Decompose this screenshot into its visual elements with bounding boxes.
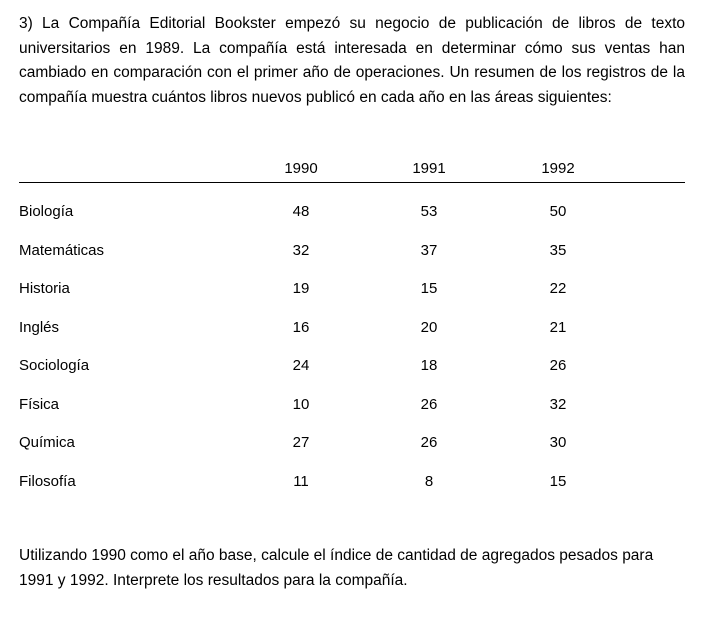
row-label: Física bbox=[19, 395, 60, 413]
row-label: Matemáticas bbox=[19, 241, 105, 259]
cell-1992: 50 bbox=[549, 203, 567, 220]
cell-1992: 30 bbox=[549, 434, 567, 451]
cell-1991: 37 bbox=[420, 241, 438, 259]
row-label: Química bbox=[19, 434, 75, 451]
cell-1992: 21 bbox=[549, 318, 567, 336]
row-label: Inglés bbox=[19, 318, 60, 336]
row-label: Sociología bbox=[19, 357, 90, 374]
column-header-1991: 1991 bbox=[412, 160, 446, 177]
cell-1990: 48 bbox=[292, 203, 310, 220]
table-row-filosofia bbox=[0, 470, 725, 509]
row-label: Historia bbox=[19, 280, 70, 297]
row-label: Biología bbox=[19, 203, 74, 220]
cell-1991: 26 bbox=[420, 395, 438, 413]
table-divider bbox=[19, 182, 685, 183]
problem-statement: 3) La Compañía Editorial Bookster empezó su negocio de publicación de libros de texto universitarios en 1989. La compañía está interesada en determinar cómo sus ventas han cambiado en comparación con el primer año de operaciones. Un resumen de los registros de la compañía muestra cuántos libros nuevos publicó en cada año en las áreas siguientes: bbox=[19, 15, 685, 106]
row-label: Filosofía bbox=[19, 472, 76, 490]
table-body bbox=[0, 200, 725, 508]
cell-1990: 10 bbox=[292, 395, 310, 413]
cell-1991: 18 bbox=[420, 357, 438, 374]
table-row-matematicas bbox=[0, 239, 725, 278]
table-row-historia bbox=[0, 277, 725, 316]
table-row-fisica bbox=[0, 393, 725, 432]
table-row-sociologia bbox=[0, 354, 725, 393]
cell-1990: 32 bbox=[292, 241, 310, 259]
column-header-1990: 1990 bbox=[284, 160, 318, 177]
cell-1992: 22 bbox=[549, 280, 567, 297]
cell-1992: 35 bbox=[549, 241, 567, 259]
cell-1991: 8 bbox=[424, 472, 434, 490]
cell-1992: 15 bbox=[549, 472, 567, 490]
cell-1991: 26 bbox=[420, 434, 438, 451]
table-row-quimica bbox=[0, 431, 725, 470]
cell-1990: 19 bbox=[292, 280, 310, 297]
table-row-biologia bbox=[0, 200, 725, 239]
cell-1990: 11 bbox=[293, 472, 309, 490]
cell-1992: 32 bbox=[549, 395, 567, 413]
cell-1992: 26 bbox=[549, 357, 567, 374]
column-header-1992: 1992 bbox=[541, 160, 575, 177]
cell-1991: 20 bbox=[420, 318, 438, 336]
table-header bbox=[0, 160, 725, 182]
cell-1991: 15 bbox=[420, 280, 438, 297]
table-row-ingles bbox=[0, 316, 725, 355]
cell-1990: 24 bbox=[292, 357, 310, 374]
question-text: Utilizando 1990 como el año base, calcule el índice de cantidad de agregados pesados para 1991 y 1992. Interprete los resultados para la compañía. bbox=[19, 547, 654, 589]
cell-1990: 16 bbox=[292, 318, 310, 336]
cell-1991: 53 bbox=[420, 203, 438, 220]
cell-1990: 27 bbox=[292, 434, 310, 451]
